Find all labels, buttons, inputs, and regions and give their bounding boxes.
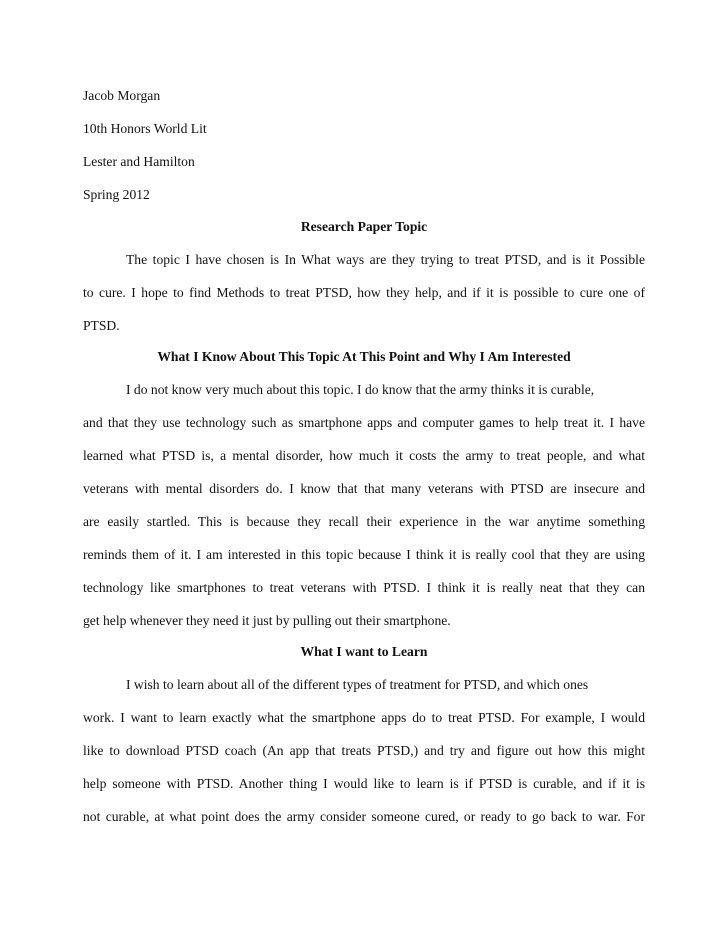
- paragraph-line: [83, 710, 645, 726]
- paragraph-line-text: I do not know very much about this topic. I do know that the army thinks it is curable,: [126, 382, 595, 397]
- paragraph-line-text: not curable, at what point does the army consider someone cured, or ready to go back to war. For: [83, 809, 645, 824]
- paragraph-line: [83, 285, 645, 301]
- paragraph-line-text: to cure. I hope to find Methods to treat PTSD, how they help, and if it is possible to cure one of: [83, 285, 645, 300]
- term: Spring 2012: [83, 187, 150, 202]
- section-heading-what-i-want: What I want to Learn: [300, 644, 428, 659]
- paragraph-line-text: technology like smartphones to treat veterans with PTSD. I think it is really neat that they can: [83, 580, 645, 595]
- paragraph-line-text: reminds them of it. I am interested in this topic because I think it is really cool that they are using: [83, 547, 645, 562]
- course-name: 10th Honors World Lit: [83, 121, 207, 136]
- section-heading-what-i-know: What I Know About This Topic At This Point and Why I Am Interested: [157, 349, 571, 364]
- paragraph-line: [83, 415, 645, 431]
- teacher-names: Lester and Hamilton: [83, 154, 195, 169]
- paragraph-line-text: learned what PTSD is, a mental disorder, how much it costs the army to treat people, and what: [83, 448, 645, 463]
- paragraph-line: [83, 580, 645, 596]
- paragraph-line: [83, 318, 645, 334]
- paragraph-line-text: I wish to learn about all of the different types of treatment for PTSD, and which ones: [126, 677, 589, 692]
- paragraph-line: [83, 481, 645, 497]
- paragraph-line: [83, 677, 645, 693]
- paragraph-line: [83, 776, 645, 792]
- paragraph-line: [83, 514, 645, 530]
- paragraph-line-text: help someone with PTSD. Another thing I would like to learn is if PTSD is curable, and if it is: [83, 776, 645, 791]
- paragraph-line: [83, 252, 645, 268]
- paragraph-line: [83, 809, 645, 825]
- paragraph-line-text: PTSD.: [83, 318, 120, 333]
- paragraph-line: [83, 448, 645, 464]
- paragraph-line-text: The topic I have chosen is In What ways are they trying to treat PTSD, and is it Possible: [126, 252, 645, 267]
- paragraph-line-text: and that they use technology such as smartphone apps and computer games to help treat it. I have: [83, 415, 645, 430]
- paragraph-line-text: are easily startled. This is because they recall their experience in the war anytime something: [83, 514, 645, 529]
- paragraph-line: [83, 382, 645, 398]
- paragraph-line-text: get help whenever they need it just by pulling out their smartphone.: [83, 613, 451, 628]
- section-heading-topic: Research Paper Topic: [300, 219, 428, 234]
- paragraph-line: [83, 743, 645, 759]
- author-name: Jacob Morgan: [83, 88, 161, 103]
- paragraph-line-text: like to download PTSD coach (An app that treats PTSD,) and try and figure out how this might: [83, 743, 645, 758]
- paragraph-line: [83, 613, 645, 629]
- paragraph-line-text: veterans with mental disorders do. I know that that many veterans with PTSD are insecure and: [83, 481, 645, 496]
- paragraph-line: [83, 547, 645, 563]
- paragraph-line-text: work. I want to learn exactly what the smartphone apps do to treat PTSD. For example, I would: [83, 710, 645, 725]
